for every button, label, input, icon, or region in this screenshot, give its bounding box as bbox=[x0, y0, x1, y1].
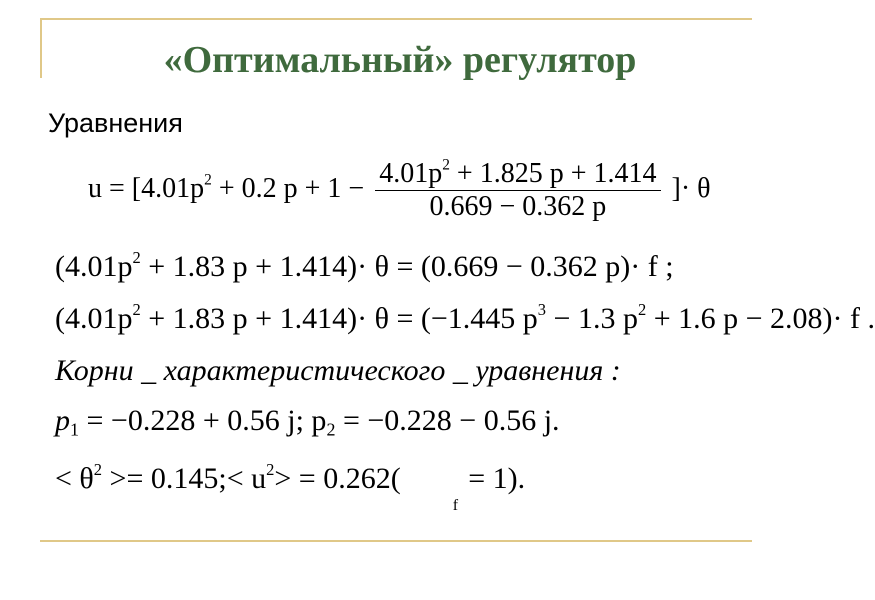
slide-title: «Оптимальный» регулятор bbox=[163, 39, 637, 81]
equation-control-law: $u = [4.01p^2 + 0.2$ p + 1 − $\frac{4.01p^2 + 1.825 p + 1.414}{0.669 - 0.362 p}$ ]· θ bbox=[88, 156, 711, 222]
bottom-decorative-rule bbox=[40, 540, 752, 542]
eq1-fraction: $\frac{4.01p^2 + 1.825 p + 1.414}{0.669 - 0.362 p}$ bbox=[375, 158, 660, 223]
roots-label: Корни _ характеристического _ уравнения : bbox=[55, 354, 621, 387]
eq1-lhs: u = [4.01p bbox=[88, 172, 205, 204]
top-decorative-rule bbox=[40, 18, 752, 20]
slide-subtitle: Уравнения bbox=[48, 108, 183, 138]
equation-system-1: ($4.01p^2 + 1.83$ p + 1.414)· θ = (0.669 − 0.362 p)· f ; bbox=[55, 247, 674, 283]
equation-system-2: ($4.01p^2 + 1.83$ p + 1.414)· θ = (−1.445 $p^3 - 1.3$ $p^2 + 1.6$ p − 2.08)· f . bbox=[55, 299, 875, 335]
roots-values: $p_1 = -0.228 + 0.56$ j; $p_2 = -0.228 - 0.56$ j. bbox=[55, 404, 560, 440]
variance-values: < $\theta^2$ >= 0.145;< $u^2> = 0.262$( f = 1). bbox=[55, 459, 526, 514]
